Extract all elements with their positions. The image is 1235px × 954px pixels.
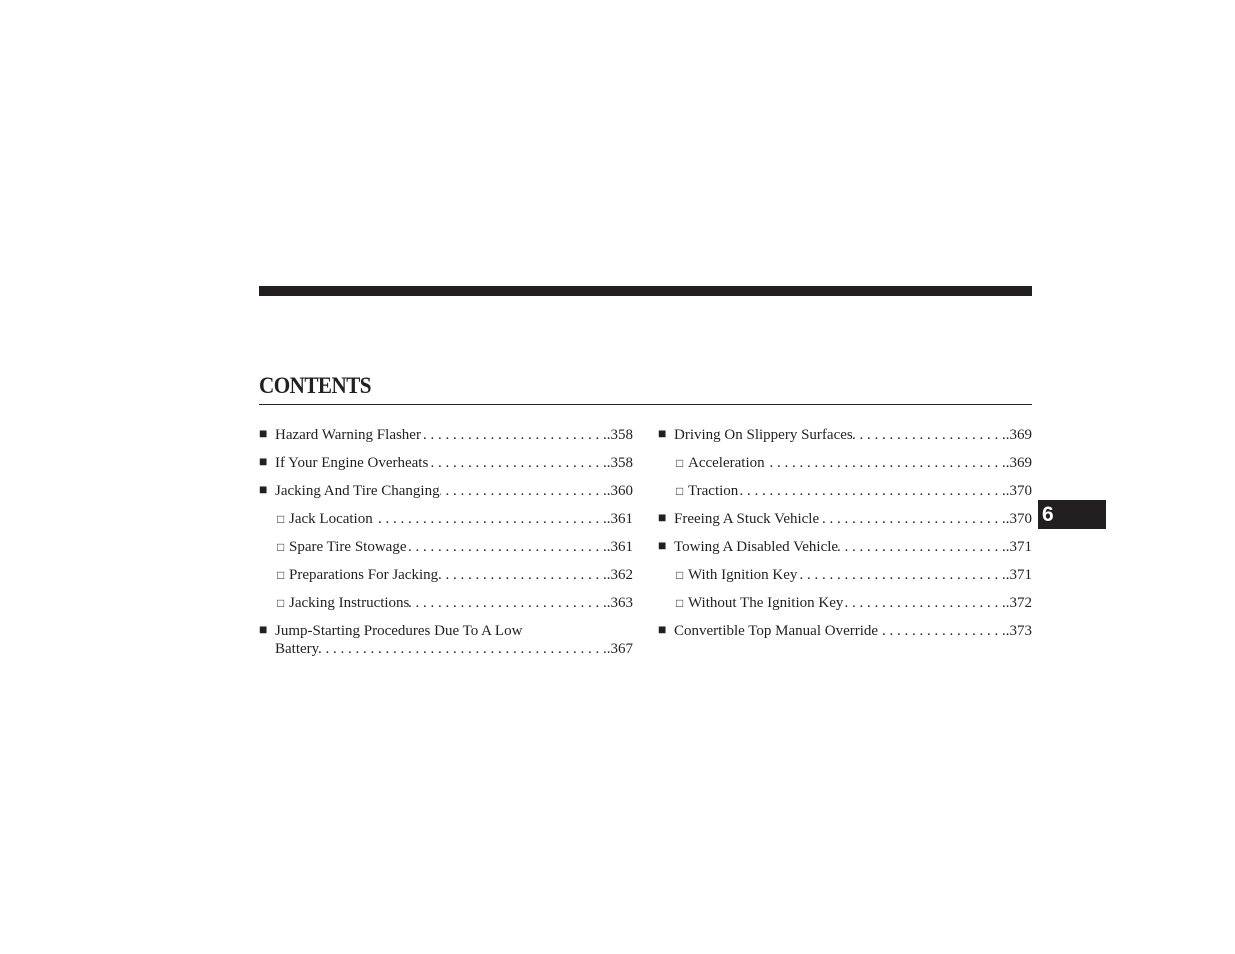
dot-leader (428, 449, 606, 477)
dot-leader (421, 421, 607, 449)
dot-leader (843, 589, 1005, 617)
toc-page-number: .360 (606, 483, 633, 499)
toc-entry-title-line1: Jump-Starting Procedures Due To A Low (275, 623, 523, 639)
toc-entry-title: If Your Engine Overheats (275, 455, 429, 471)
dot-leader (440, 477, 607, 505)
toc-entry-title: Driving On Slippery Surfaces (674, 427, 853, 443)
toc-left-column (259, 421, 633, 663)
toc-entry-preparations-for-jacking[interactable] (259, 561, 633, 589)
toc-entry-title: Traction (688, 483, 739, 499)
toc-page-number: .362 (606, 567, 633, 583)
toc-entry-title: Acceleration (688, 455, 765, 471)
main-bullet-icon: ■ (259, 623, 268, 638)
dot-leader (838, 533, 1006, 561)
toc-page-number: .373 (1005, 623, 1032, 639)
toc-page-number: .371 (1005, 567, 1032, 583)
toc-page-number: .372 (1005, 595, 1032, 611)
toc-right-column (658, 421, 1032, 645)
toc-page-number: .371 (1005, 539, 1032, 555)
toc-entry-driving-on-slippery-surfaces[interactable] (658, 421, 1032, 449)
toc-entry-jacking-instructions[interactable] (259, 589, 633, 617)
toc-entry-jump-starting-procedures[interactable] (259, 617, 633, 663)
toc-entry-jack-location[interactable] (259, 505, 633, 533)
sub-bullet-icon: □ (676, 596, 684, 610)
toc-entry-title: Towing A Disabled Vehicle (674, 539, 839, 555)
toc-entry-title: Jack Location (289, 511, 373, 527)
toc-page-number: .370 (1005, 483, 1032, 499)
toc-page-number: .369 (1005, 455, 1032, 471)
toc-page-number: .358 (606, 427, 633, 443)
toc-page-number: .358 (606, 455, 633, 471)
toc-page-number: .361 (606, 511, 633, 527)
dot-leader (765, 449, 1006, 477)
main-bullet-icon: ■ (658, 539, 667, 554)
toc-page-number: .370 (1005, 511, 1032, 527)
toc-entry-jacking-and-tire-changing[interactable] (259, 477, 633, 505)
dot-leader (373, 505, 607, 533)
sub-bullet-icon: □ (676, 484, 684, 498)
sub-bullet-icon: □ (277, 540, 285, 554)
toc-entry-without-the-ignition-key[interactable] (658, 589, 1032, 617)
toc-entry-title: Hazard Warning Flasher (275, 427, 421, 443)
sub-bullet-icon: □ (277, 568, 285, 582)
main-bullet-icon: ■ (259, 427, 268, 442)
dot-leader (319, 635, 607, 663)
main-bullet-icon: ■ (259, 483, 268, 498)
toc-entry-title: Spare Tire Stowage (289, 539, 407, 555)
dot-leader (409, 589, 606, 617)
dot-leader (407, 533, 607, 561)
main-bullet-icon: ■ (658, 511, 667, 526)
sub-bullet-icon: □ (277, 596, 285, 610)
sub-bullet-icon: □ (676, 456, 684, 470)
page-title: CONTENTS (259, 373, 371, 398)
toc-entry-title: With Ignition Key (688, 567, 798, 583)
toc-entry-if-your-engine-overheats[interactable] (259, 449, 633, 477)
dot-leader (797, 561, 1005, 589)
toc-entry-spare-tire-stowage[interactable] (259, 533, 633, 561)
toc-entry-title: Convertible Top Manual Override (674, 623, 879, 639)
top-rule (259, 286, 1032, 296)
toc-page-number: .361 (606, 539, 633, 555)
toc-entry-with-ignition-key[interactable] (658, 561, 1032, 589)
toc-page-number: .369 (1005, 427, 1032, 443)
dot-leader (438, 561, 607, 589)
sub-bullet-icon: □ (676, 568, 684, 582)
dot-leader (878, 617, 1006, 645)
toc-entry-title: Freeing A Stuck Vehicle (674, 511, 820, 527)
toc-entry-title: Jacking And Tire Changing (275, 483, 440, 499)
chapter-tab[interactable]: 6 (1038, 500, 1106, 529)
dot-leader (819, 505, 1006, 533)
main-bullet-icon: ■ (658, 427, 667, 442)
toc-page-number: .363 (606, 595, 633, 611)
toc-entry-title: Without The Ignition Key (688, 595, 844, 611)
toc-entry-title: Battery (275, 641, 320, 657)
main-bullet-icon: ■ (259, 455, 268, 470)
sub-bullet-icon: □ (277, 512, 285, 526)
toc-entry-convertible-top-manual-override[interactable] (658, 617, 1032, 645)
toc-entry-acceleration[interactable] (658, 449, 1032, 477)
toc-entry-hazard-warning-flasher[interactable] (259, 421, 633, 449)
toc-entry-title: Jacking Instructions (289, 595, 410, 611)
toc-entry-traction[interactable] (658, 477, 1032, 505)
toc-entry-title: Preparations For Jacking (289, 567, 439, 583)
toc-entry-towing-a-disabled-vehicle[interactable] (658, 533, 1032, 561)
main-bullet-icon: ■ (658, 623, 667, 638)
toc-page-number: .367 (606, 641, 633, 657)
dot-leader (853, 421, 1006, 449)
dot-leader (738, 477, 1005, 505)
toc-entry-freeing-a-stuck-vehicle[interactable] (658, 505, 1032, 533)
heading-rule (259, 404, 1032, 405)
